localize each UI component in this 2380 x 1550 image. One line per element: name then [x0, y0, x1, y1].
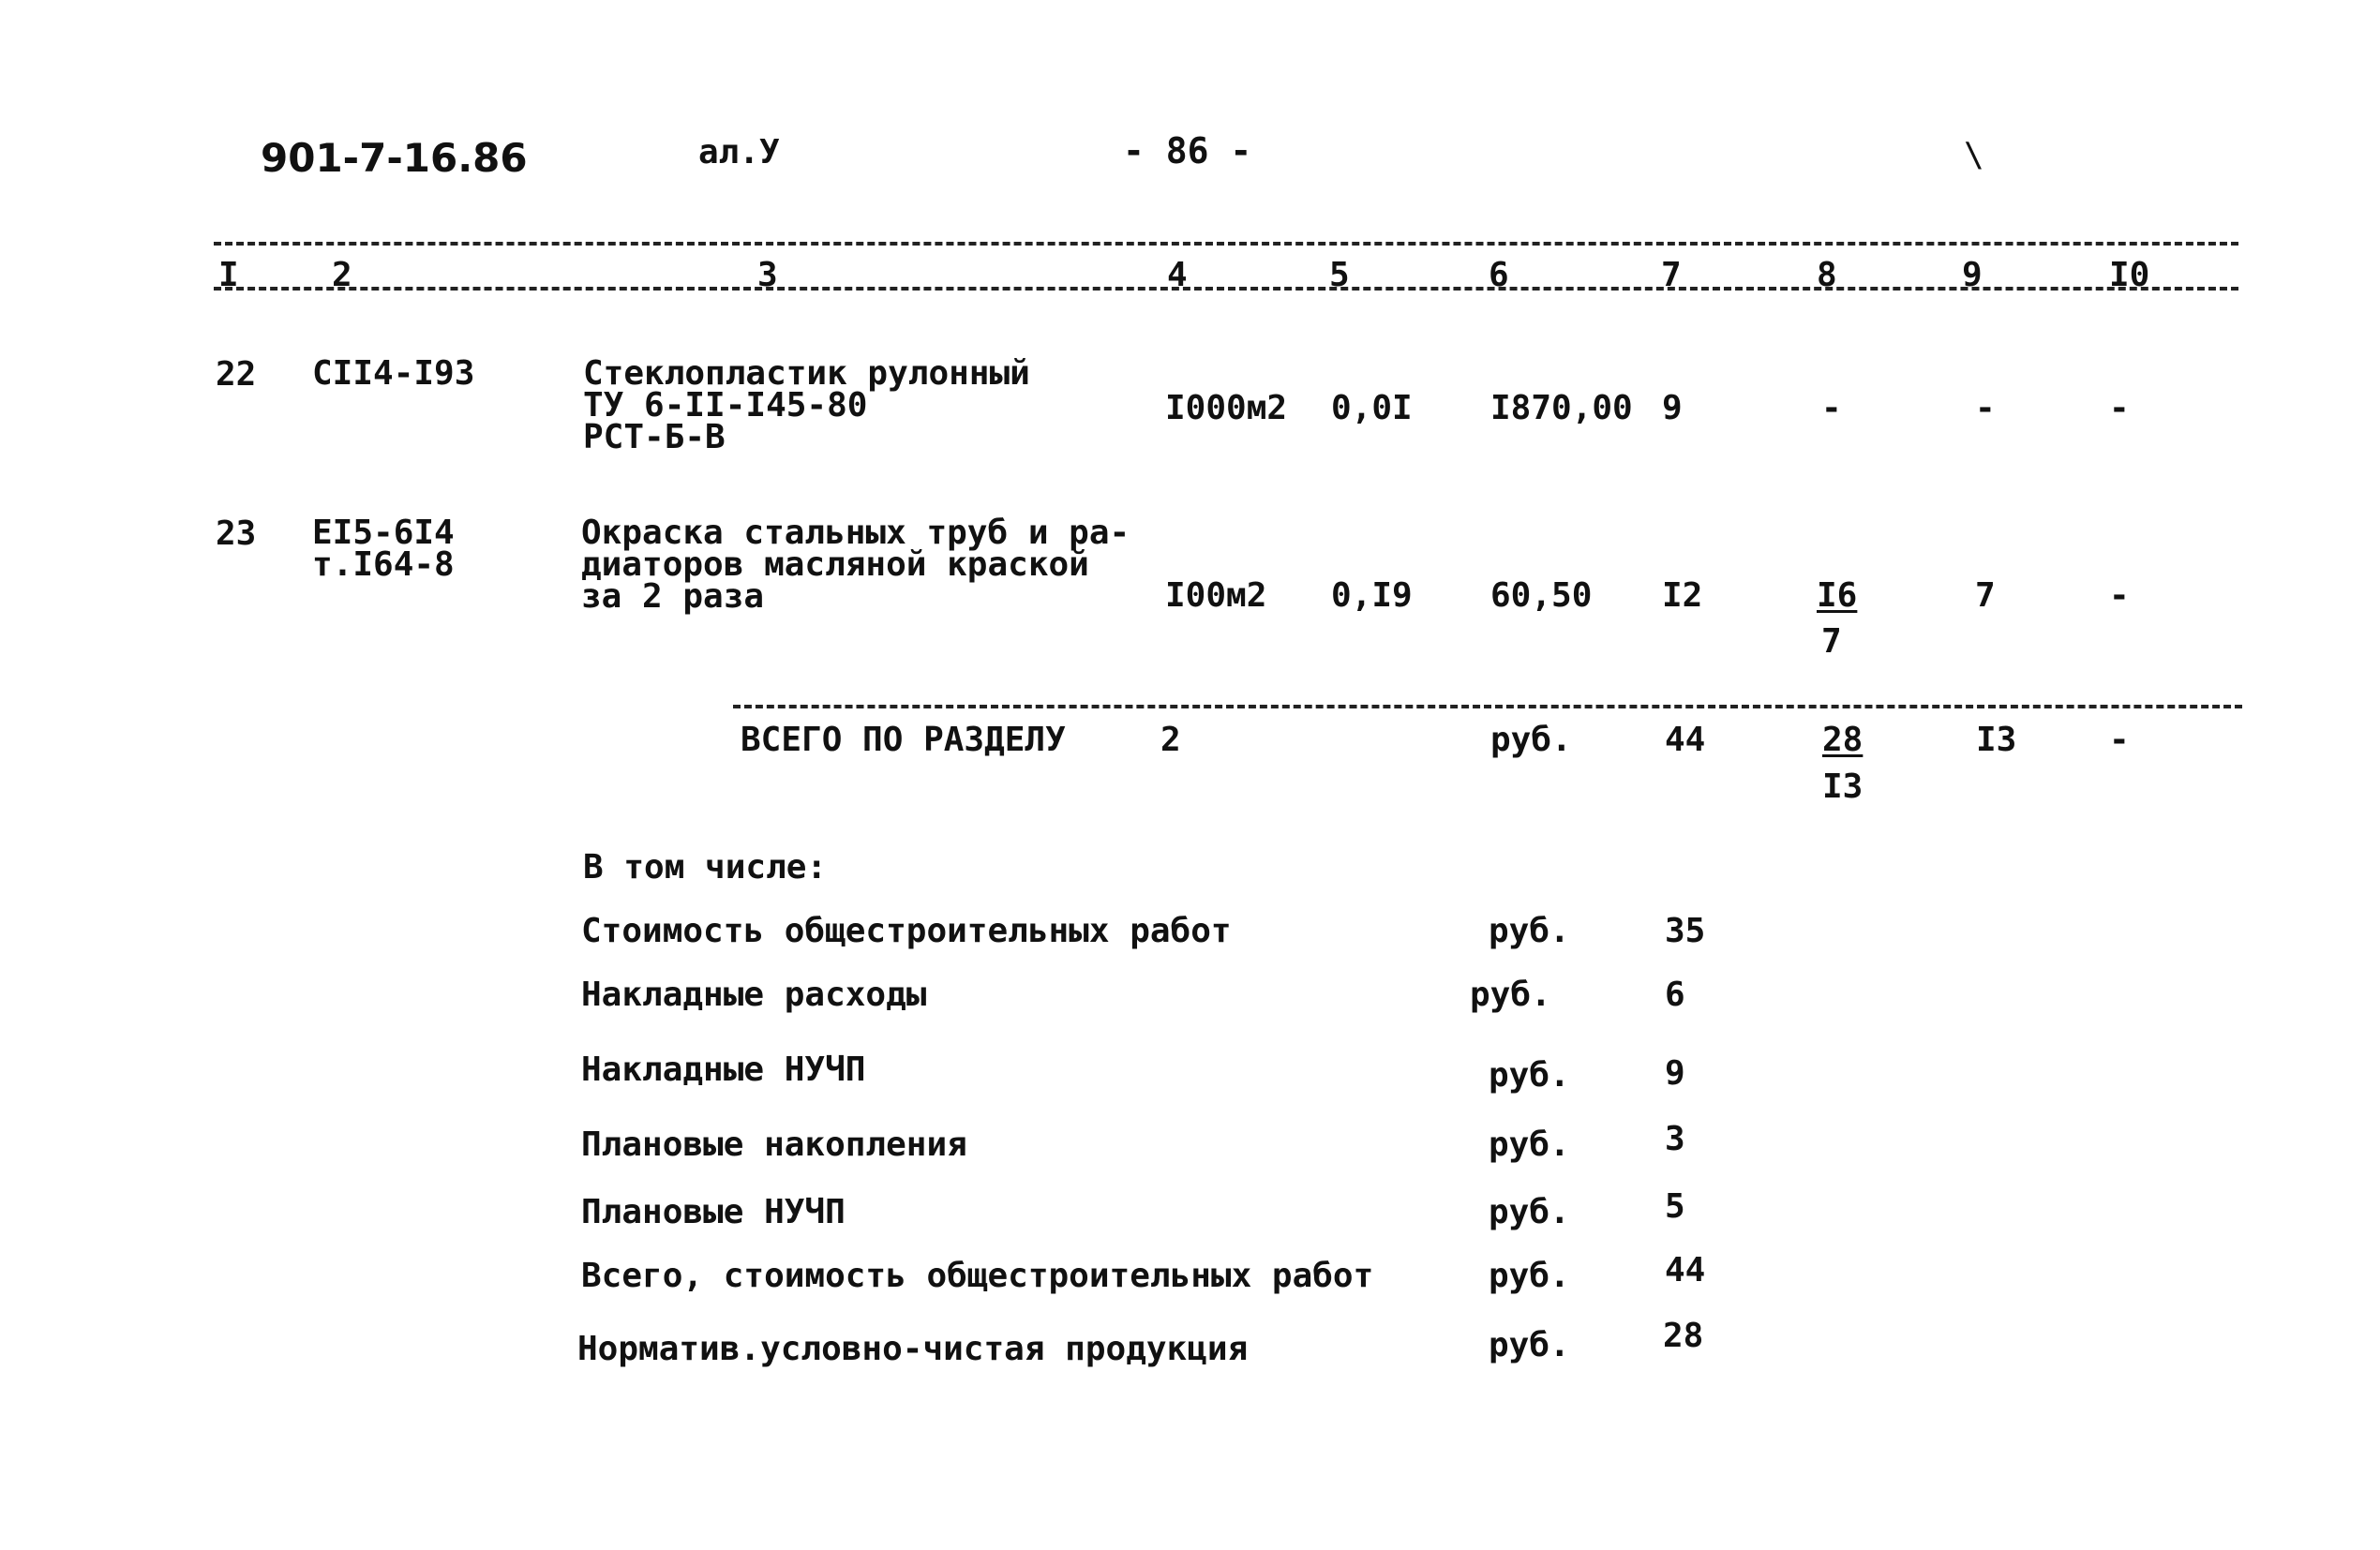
breakdown-label: Всего, стоимость общестроительных работ — [581, 1257, 1374, 1295]
row22-name-line: Стеклопластик рулонный — [583, 354, 1030, 393]
breakdown-unit: руб. — [1489, 1326, 1570, 1364]
row23-code-line: т.I64-8 — [312, 545, 455, 584]
breakdown-label: Норматив.условно-чистая продукция — [577, 1330, 1249, 1368]
breakdown-label: Накладные расходы — [581, 976, 927, 1014]
sheet-label: ал.У — [698, 133, 780, 171]
row23-code — [312, 514, 455, 584]
col-header-5: 5 — [1329, 256, 1350, 294]
row23-col8-sub: 7 — [1821, 622, 1842, 661]
row23-name-line: Окраска стальных труб и ра- — [581, 514, 1130, 552]
breakdown-value: 6 — [1665, 976, 1685, 1014]
row22-col10: - — [2109, 389, 2130, 427]
row22-unit: I000м2 — [1165, 389, 1288, 427]
row22-qty: 0,0I — [1331, 389, 1413, 427]
row22-code — [312, 354, 475, 393]
breakdown-unit: руб. — [1489, 1056, 1570, 1095]
total-rule — [733, 705, 2242, 708]
col-header-1: I — [218, 256, 239, 294]
breakdown-unit: руб. — [1470, 976, 1551, 1014]
total-col9: I3 — [1976, 721, 2017, 759]
row23-col8: I6 — [1817, 576, 1858, 615]
breakdown-value: 9 — [1665, 1054, 1685, 1093]
row22-col9: - — [1975, 389, 1996, 427]
total-unit: руб. — [1490, 721, 1572, 759]
row23-col9: 7 — [1975, 576, 1996, 615]
margin-mark: \ — [1964, 136, 1984, 174]
breakdown-label: Накладные НУЧП — [581, 1051, 866, 1089]
col-header-7: 7 — [1661, 256, 1682, 294]
page-number: - 86 - — [1123, 130, 1252, 171]
col-header-6: 6 — [1489, 256, 1509, 294]
row23-code-line: ЕI5-6I4 — [312, 514, 455, 552]
row23-name — [581, 514, 1130, 616]
total-col10: - — [2109, 721, 2130, 759]
row23-name-line: за 2 раза — [581, 577, 765, 616]
total-col8: 28 — [1822, 721, 1864, 759]
col-header-3: 3 — [757, 256, 778, 294]
breakdown-label: Плановые накопления — [581, 1125, 967, 1164]
col-header-9: 9 — [1962, 256, 1983, 294]
total-label: ВСЕГО ПО РАЗДЕЛУ — [741, 721, 1066, 759]
row23-col7: I2 — [1662, 576, 1703, 615]
row22-col8: - — [1821, 389, 1842, 427]
breakdown-unit: руб. — [1489, 1125, 1570, 1164]
row23-num: 23 — [216, 514, 257, 553]
col-header-8: 8 — [1817, 256, 1837, 294]
row22-code-line: СII4-I93 — [312, 354, 475, 393]
breakdown-value: 5 — [1665, 1187, 1685, 1226]
row22-price: I870,00 — [1490, 389, 1633, 427]
total-col8-sub: I3 — [1822, 768, 1864, 806]
total-count: 2 — [1160, 721, 1181, 759]
header-rule-top — [214, 242, 2238, 246]
breakdown-value: 28 — [1663, 1317, 1704, 1355]
row22-name-line: ТУ 6-II-I45-80 — [583, 386, 868, 425]
breakdown-unit: руб. — [1489, 912, 1570, 950]
row22-name-line: РСТ-Б-В — [583, 418, 726, 456]
col-header-2: 2 — [332, 256, 352, 294]
breakdown-value: 44 — [1665, 1251, 1706, 1289]
row23-unit: I00м2 — [1165, 576, 1267, 615]
row22-name — [583, 354, 1030, 456]
row23-name-line: диаторов масляной краской — [581, 545, 1089, 584]
row23-qty: 0,I9 — [1331, 576, 1413, 615]
breakdown-label: Стоимость общестроительных работ — [581, 912, 1232, 950]
breakdown-value: 35 — [1665, 912, 1706, 950]
row22-num: 22 — [216, 355, 257, 394]
breakdown-unit: руб. — [1489, 1193, 1570, 1231]
col-header-10: I0 — [2109, 256, 2150, 294]
document-code: 901-7-16.86 — [261, 135, 528, 181]
total-col7: 44 — [1665, 721, 1706, 759]
row23-col10: - — [2109, 576, 2130, 615]
row22-col7: 9 — [1662, 389, 1683, 427]
breakdown-label: Плановые НУЧП — [581, 1193, 846, 1231]
breakdown-heading: В том числе: — [583, 848, 828, 887]
header-rule-bottom — [214, 287, 2238, 291]
row23-price: 60,50 — [1490, 576, 1593, 615]
breakdown-value: 3 — [1665, 1120, 1685, 1158]
col-header-4: 4 — [1167, 256, 1188, 294]
breakdown-unit: руб. — [1489, 1257, 1570, 1295]
